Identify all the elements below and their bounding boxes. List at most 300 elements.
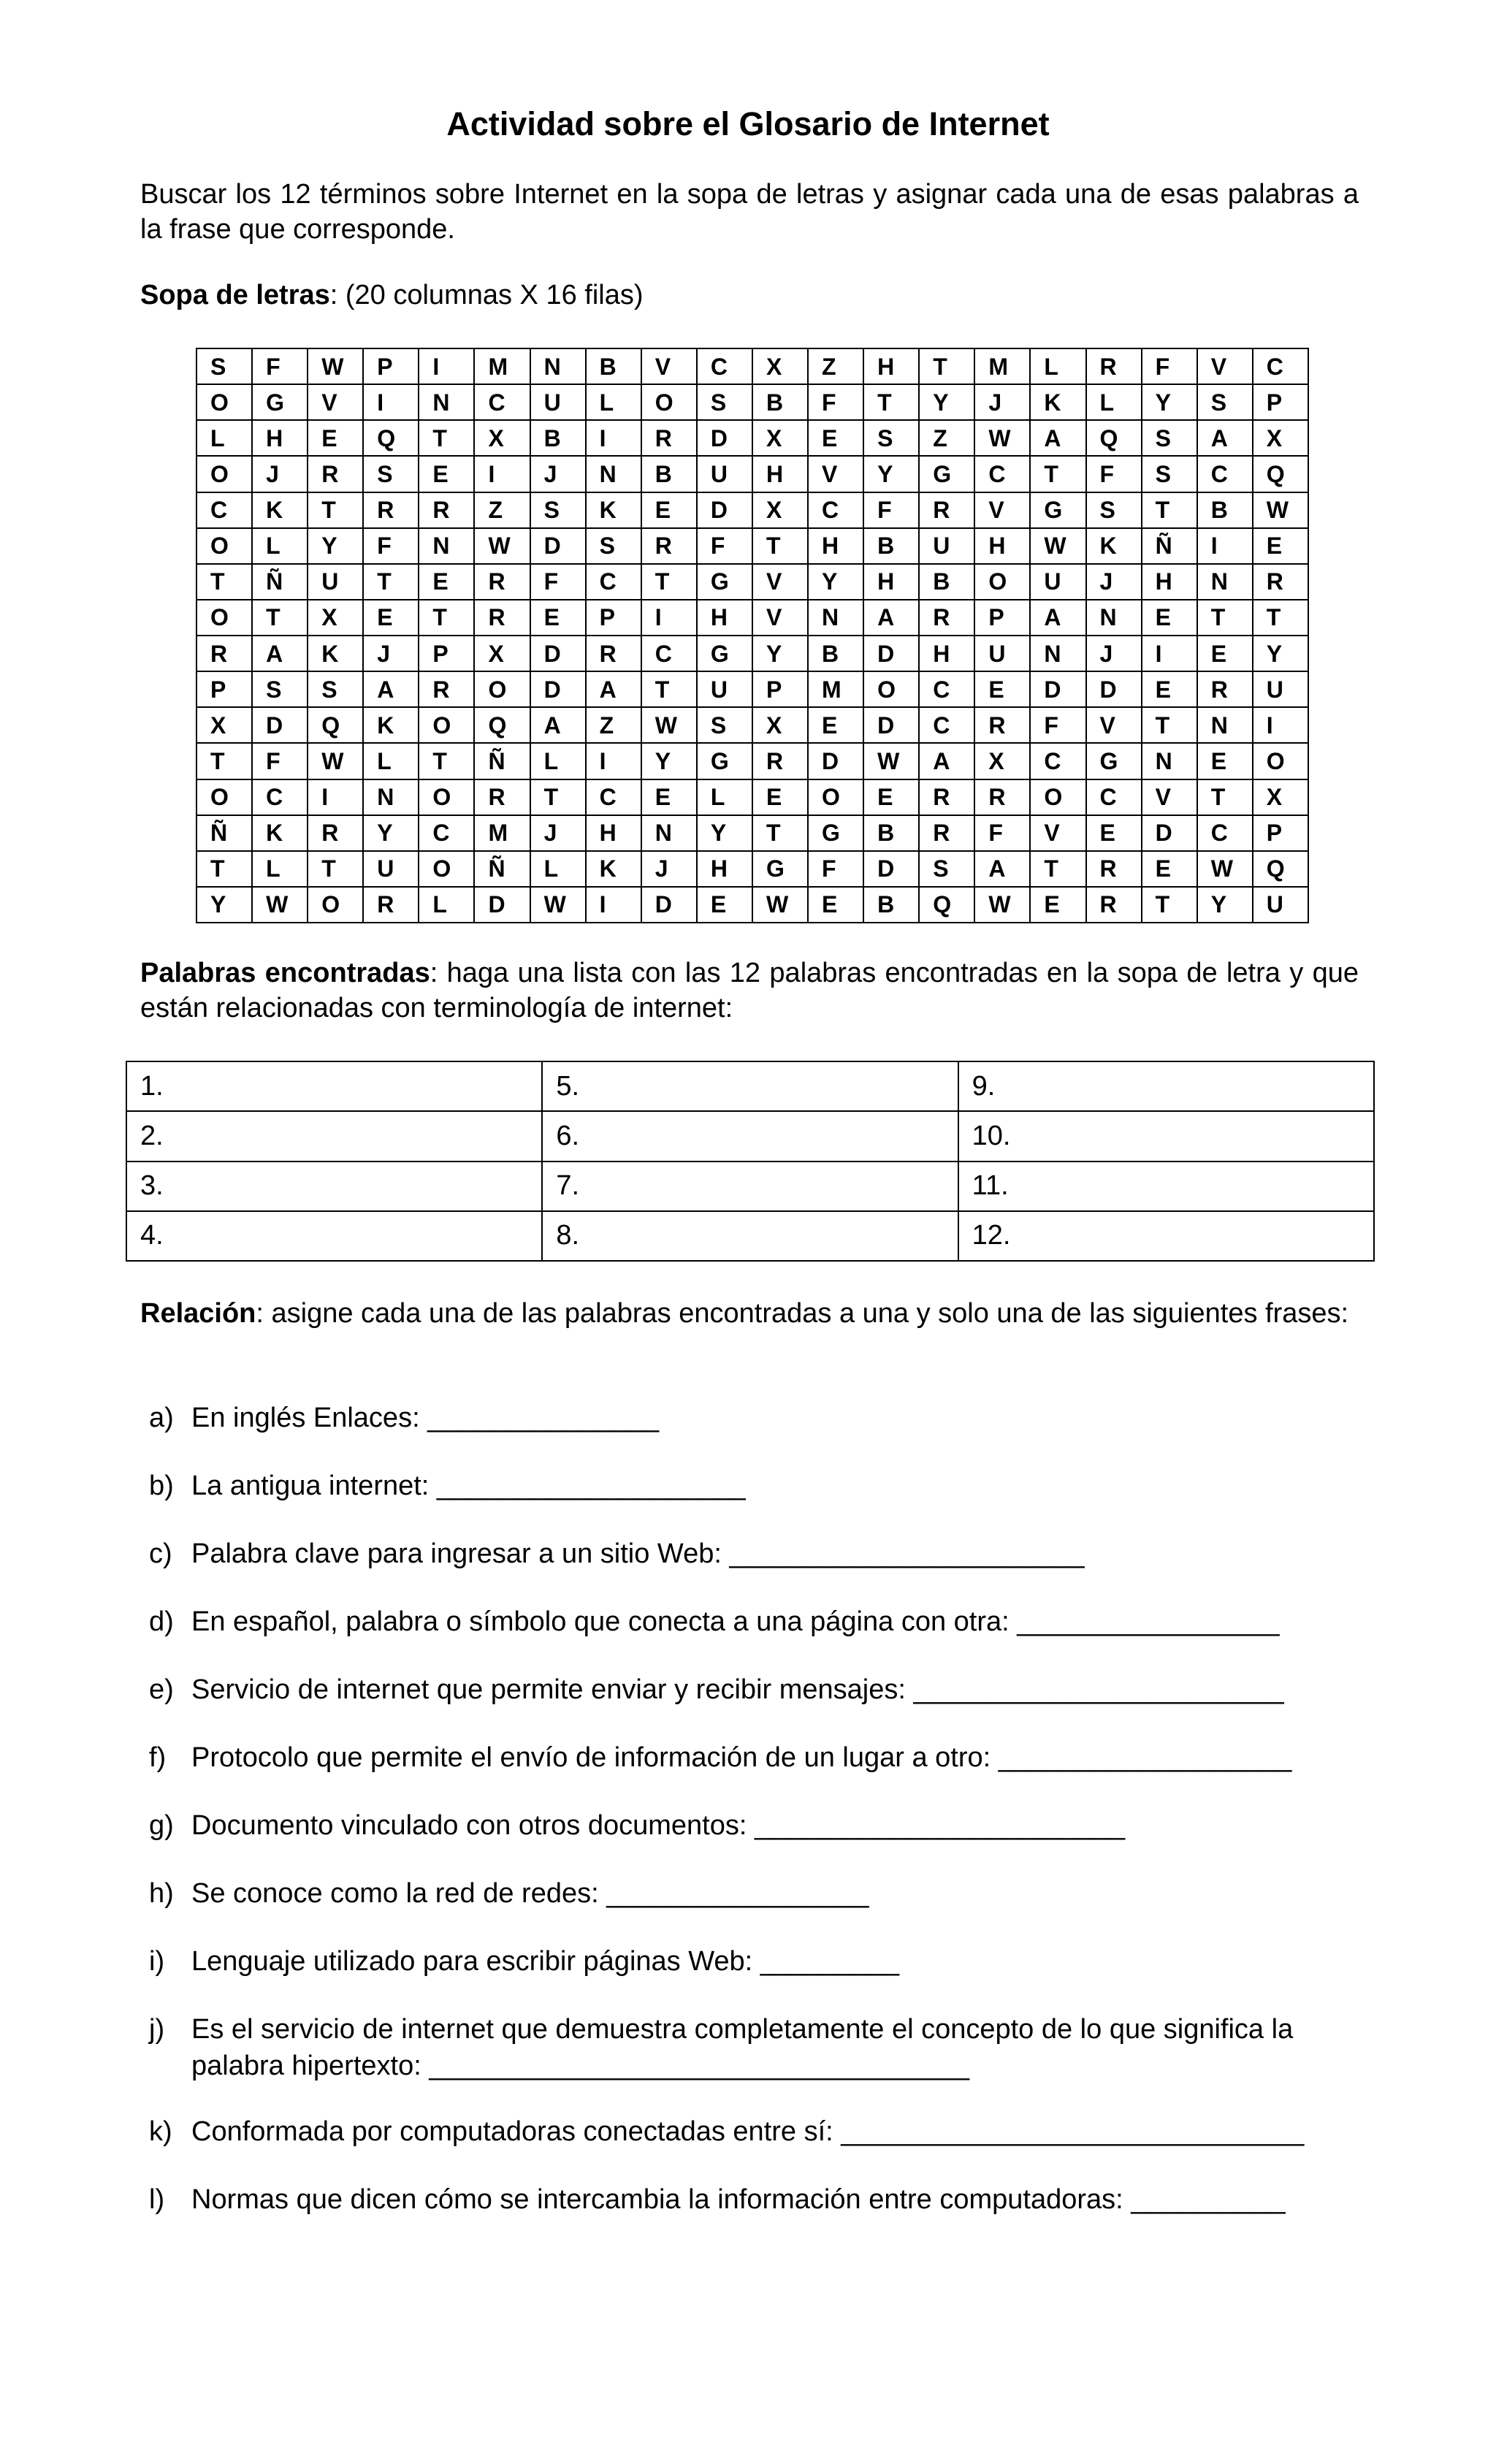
grid-cell: E [1197,743,1253,779]
grid-cell: Ñ [252,564,308,600]
grid-cell: O [196,600,252,636]
grid-cell: C [1086,779,1142,815]
grid-cell: K [363,707,419,743]
grid-cell: D [697,420,752,456]
grid-cell: B [752,384,808,420]
question-text: Conformada por computadoras conectadas entre sí: ______________________________ [191,2116,1305,2147]
grid-cell: C [252,779,308,815]
grid-cell: N [363,779,419,815]
question-text: En inglés Enlaces: _______________ [191,1403,660,1433]
grid-cell: Q [919,887,974,923]
grid-cell: J [1086,636,1142,671]
grid-cell: V [974,492,1030,528]
grid-cell: P [752,671,808,707]
grid-cell: V [752,600,808,636]
grid-cell: A [586,671,641,707]
grid-cell: N [1030,636,1085,671]
grid-cell: Z [586,707,641,743]
grid-cell: L [252,851,308,887]
grid-cell: Q [1253,851,1308,887]
grid-cell: X [474,420,530,456]
question-text: Protocolo que permite el envío de información de un lugar a otro: ___________________ [191,1742,1292,1773]
grid-cell: C [474,384,530,420]
grid-cell: S [1142,456,1197,492]
grid-cell: S [530,492,586,528]
grid-cell: U [697,671,752,707]
grid-cell: J [641,851,697,887]
grid-cell: U [363,851,419,887]
found-word-cell[interactable]: 5. [542,1061,958,1111]
grid-cell: F [1030,707,1085,743]
grid-cell: A [863,600,919,636]
grid-cell: I [586,743,641,779]
grid-cell: Z [808,348,863,384]
grid-cell: T [919,348,974,384]
grid-cell: O [196,384,252,420]
grid-cell: R [363,887,419,923]
palabras-description: : haga una lista con las 12 palabras encontradas en la sopa de letra y que están relacionadas con terminología de internet: [140,958,1359,1023]
palabras-heading [140,956,1359,1026]
question-text: Se conoce como la red de redes: _________________ [191,1878,869,1909]
grid-cell: E [974,671,1030,707]
grid-cell: W [1030,528,1085,564]
grid-cell: S [363,456,419,492]
grid-cell: Z [919,420,974,456]
question-letter: j) [149,2014,165,2045]
grid-cell: I [641,600,697,636]
grid-cell: T [1142,492,1197,528]
grid-cell: R [419,492,474,528]
grid-cell: F [1086,456,1142,492]
grid-cell: D [252,707,308,743]
grid-cell: M [474,348,530,384]
grid-cell: H [808,528,863,564]
grid-cell: P [1253,384,1308,420]
grid-cell: K [252,492,308,528]
grid-cell: C [586,564,641,600]
grid-cell: T [530,779,586,815]
grid-cell: L [1086,384,1142,420]
grid-cell: C [196,492,252,528]
grid-cell: K [252,815,308,851]
grid-cell: R [752,743,808,779]
grid-cell: C [974,456,1030,492]
grid-cell: I [308,779,363,815]
grid-cell: O [974,564,1030,600]
grid-cell: N [419,528,474,564]
grid-row [196,707,1308,743]
grid-cell: T [1197,779,1253,815]
grid-cell: D [808,743,863,779]
grid-cell: R [974,707,1030,743]
grid-cell: E [308,420,363,456]
grid-cell: Q [1253,456,1308,492]
grid-cell: S [697,707,752,743]
grid-cell: W [252,887,308,923]
grid-cell: O [1253,743,1308,779]
grid-cell: C [1253,348,1308,384]
grid-cell: L [697,779,752,815]
grid-row [196,887,1308,923]
grid-row [196,636,1308,671]
grid-cell: E [1253,528,1308,564]
grid-cell: E [1030,887,1085,923]
grid-cell: P [363,348,419,384]
grid-cell: A [919,743,974,779]
grid-cell: C [697,348,752,384]
grid-cell: X [474,636,530,671]
grid-cell: W [752,887,808,923]
grid-cell: F [697,528,752,564]
grid-cell: X [308,600,363,636]
grid-cell: R [308,456,363,492]
grid-cell: E [808,887,863,923]
grid-cell: A [1030,420,1085,456]
grid-cell: P [586,600,641,636]
grid-cell: I [1197,528,1253,564]
grid-cell: B [863,528,919,564]
grid-cell: U [1253,671,1308,707]
grid-cell: S [697,384,752,420]
grid-cell: S [863,420,919,456]
grid-cell: E [530,600,586,636]
sopa-heading [140,278,1359,313]
sopa-label: Sopa de letras [140,280,330,310]
grid-cell: X [974,743,1030,779]
grid-cell: H [697,851,752,887]
grid-cell: A [974,851,1030,887]
grid-cell: L [363,743,419,779]
grid-cell: H [752,456,808,492]
grid-cell: D [863,707,919,743]
grid-cell: D [863,851,919,887]
found-word-cell[interactable]: 8. [542,1211,958,1261]
grid-cell: N [808,600,863,636]
grid-cell: G [1030,492,1085,528]
grid-cell: E [641,492,697,528]
grid-cell: A [1030,600,1085,636]
grid-cell: X [752,707,808,743]
grid-cell: O [419,707,474,743]
grid-cell: T [1253,600,1308,636]
grid-row [196,743,1308,779]
grid-cell: O [808,779,863,815]
grid-cell: X [1253,420,1308,456]
grid-cell: B [586,348,641,384]
grid-cell: J [1086,564,1142,600]
grid-cell: J [530,456,586,492]
page-title: Actividad sobre el Glosario de Internet [446,105,1050,142]
grid-cell: F [808,851,863,887]
grid-cell: A [1197,420,1253,456]
grid-cell: B [863,887,919,923]
grid-cell: S [1197,384,1253,420]
grid-cell: I [363,384,419,420]
grid-cell: D [1086,671,1142,707]
grid-cell: B [1197,492,1253,528]
grid-cell: R [474,564,530,600]
grid-cell: F [808,384,863,420]
grid-cell: P [1253,815,1308,851]
grid-cell: Y [808,564,863,600]
grid-cell: G [252,384,308,420]
grid-cell: T [196,851,252,887]
grid-cell: C [808,492,863,528]
grid-cell: R [474,600,530,636]
found-word-cell[interactable]: 1. [126,1061,542,1111]
question-text: Documento vinculado con otros documentos: ________________________ [191,1810,1126,1841]
grid-cell: R [1086,348,1142,384]
grid-cell: N [1086,600,1142,636]
grid-cell: I [474,456,530,492]
grid-cell: T [1142,707,1197,743]
grid-cell: T [419,600,474,636]
grid-cell: D [863,636,919,671]
grid-cell: W [641,707,697,743]
grid-cell: E [1086,815,1142,851]
grid-cell: C [1197,456,1253,492]
grid-cell: P [196,671,252,707]
grid-cell: J [530,815,586,851]
found-word-cell[interactable]: 10. [958,1111,1374,1161]
grid-cell: S [919,851,974,887]
grid-cell: O [474,671,530,707]
grid-cell: S [196,348,252,384]
grid-cell: T [308,492,363,528]
palabras-label: Palabras encontradas [140,958,430,988]
grid-cell: H [252,420,308,456]
grid-cell: E [808,420,863,456]
grid-cell: V [1086,707,1142,743]
grid-cell: B [530,420,586,456]
grid-cell: R [919,600,974,636]
grid-cell: K [1086,528,1142,564]
grid-cell: V [752,564,808,600]
grid-cell: G [808,815,863,851]
grid-row [196,384,1308,420]
grid-cell: F [363,528,419,564]
grid-cell: Y [1197,887,1253,923]
grid-cell: H [919,636,974,671]
grid-cell: K [586,851,641,887]
grid-cell: D [1030,671,1085,707]
grid-cell: Y [641,743,697,779]
grid-cell: D [530,528,586,564]
grid-cell: B [863,815,919,851]
grid-cell: I [586,887,641,923]
grid-cell: X [1253,779,1308,815]
grid-cell: C [1197,815,1253,851]
grid-cell: V [1142,779,1197,815]
question-text: Lenguaje utilizado para escribir páginas Web: _________ [191,1946,899,1977]
grid-cell: V [641,348,697,384]
grid-cell: T [1142,887,1197,923]
grid-cell: T [196,564,252,600]
grid-cell: T [752,815,808,851]
grid-cell: H [1142,564,1197,600]
grid-row [196,600,1308,636]
grid-cell: G [697,743,752,779]
grid-cell: H [863,564,919,600]
grid-cell: O [308,887,363,923]
question-letter: i) [149,1946,165,1977]
question-text: En español, palabra o símbolo que conecta a una página con otra: _________________ [191,1606,1280,1637]
grid-cell: T [863,384,919,420]
grid-cell: Ñ [474,851,530,887]
grid-cell: W [974,887,1030,923]
question-letter: e) [149,1674,174,1705]
grid-cell: S [1142,420,1197,456]
question-letter: g) [149,1810,174,1841]
grid-cell: W [308,348,363,384]
grid-cell: B [919,564,974,600]
grid-cell: N [530,348,586,384]
grid-row [196,779,1308,815]
grid-cell: R [641,420,697,456]
found-row [126,1162,1374,1211]
grid-cell: R [196,636,252,671]
grid-cell: V [308,384,363,420]
grid-cell: F [974,815,1030,851]
grid-cell: Ñ [1142,528,1197,564]
found-word-cell[interactable]: 2. [126,1111,542,1161]
grid-cell: R [308,815,363,851]
found-word-cell[interactable]: 7. [542,1162,958,1211]
found-word-cell[interactable]: 6. [542,1111,958,1161]
relacion-heading [140,1296,1359,1331]
grid-cell: O [196,779,252,815]
found-word-cell[interactable]: 9. [958,1061,1374,1111]
grid-cell: X [752,492,808,528]
relacion-description: : asigne cada una de las palabras encontradas a una y solo una de las siguientes frases: [256,1298,1349,1329]
grid-cell: L [530,743,586,779]
grid-cell: N [1197,564,1253,600]
grid-cell: D [530,671,586,707]
grid-cell: P [974,600,1030,636]
grid-cell: I [1142,636,1197,671]
grid-cell: T [1197,600,1253,636]
found-word-cell[interactable]: 3. [126,1162,542,1211]
grid-cell: O [196,528,252,564]
grid-cell: E [697,887,752,923]
grid-row [196,492,1308,528]
grid-cell: D [474,887,530,923]
grid-cell: E [419,564,474,600]
grid-cell: Y [196,887,252,923]
grid-cell: Q [308,707,363,743]
found-word-cell[interactable]: 12. [958,1211,1374,1261]
grid-cell: E [419,456,474,492]
grid-cell: W [530,887,586,923]
grid-cell: Y [752,636,808,671]
grid-cell: Y [697,815,752,851]
grid-cell: K [308,636,363,671]
found-word-cell[interactable]: 4. [126,1211,542,1261]
grid-cell: R [919,492,974,528]
grid-cell: U [919,528,974,564]
found-word-cell[interactable]: 11. [958,1162,1374,1211]
grid-cell: Ñ [474,743,530,779]
grid-cell: V [1197,348,1253,384]
question-letter: h) [149,1878,174,1909]
grid-cell: R [919,779,974,815]
grid-cell: W [474,528,530,564]
grid-cell: O [419,779,474,815]
grid-cell: F [530,564,586,600]
grid-cell: L [252,528,308,564]
grid-cell: H [697,600,752,636]
grid-cell: U [308,564,363,600]
intro-paragraph: Buscar los 12 términos sobre Internet en la sopa de letras y asignar cada una de esas palabras a la frase que corresponde. [140,179,1359,245]
grid-cell: N [1142,743,1197,779]
question-letter: d) [149,1606,174,1637]
grid-cell: T [196,743,252,779]
grid-row [196,420,1308,456]
grid-cell: F [863,492,919,528]
grid-cell: A [530,707,586,743]
grid-cell: M [974,348,1030,384]
grid-cell: R [474,779,530,815]
grid-cell: U [974,636,1030,671]
grid-cell: T [1030,456,1085,492]
grid-cell: L [419,887,474,923]
question-letter: a) [149,1403,174,1433]
grid-cell: R [1253,564,1308,600]
grid-cell: C [419,815,474,851]
grid-cell: Q [474,707,530,743]
grid-cell: O [863,671,919,707]
grid-cell: R [419,671,474,707]
grid-cell: F [252,348,308,384]
grid-cell: Y [863,456,919,492]
grid-cell: H [586,815,641,851]
grid-cell: T [752,528,808,564]
grid-cell: R [919,815,974,851]
grid-cell: T [419,743,474,779]
grid-cell: S [308,671,363,707]
grid-row [196,348,1308,384]
question-letter: f) [149,1742,167,1773]
grid-cell: R [641,528,697,564]
grid-cell: G [1086,743,1142,779]
question-text: Es el servicio de internet que demuestra completamente el concepto de lo que significa la palabra hipertexto: ___________________________________ [191,2014,1294,2081]
grid-cell: T [641,564,697,600]
grid-cell: X [196,707,252,743]
grid-cell: N [641,815,697,851]
grid-cell: O [419,851,474,887]
grid-cell: N [419,384,474,420]
grid-row [196,528,1308,564]
found-row [126,1111,1374,1161]
grid-cell: K [586,492,641,528]
question-letter: c) [149,1538,172,1569]
grid-cell: D [697,492,752,528]
grid-cell: J [974,384,1030,420]
grid-cell: R [1086,851,1142,887]
grid-cell: E [1142,671,1197,707]
grid-cell: A [252,636,308,671]
grid-cell: W [863,743,919,779]
grid-cell: I [586,420,641,456]
grid-cell: Ñ [196,815,252,851]
grid-cell: L [196,420,252,456]
found-row [126,1211,1374,1261]
grid-cell: R [363,492,419,528]
grid-cell: C [586,779,641,815]
grid-cell: W [1197,851,1253,887]
grid-cell: W [974,420,1030,456]
grid-cell: T [419,420,474,456]
